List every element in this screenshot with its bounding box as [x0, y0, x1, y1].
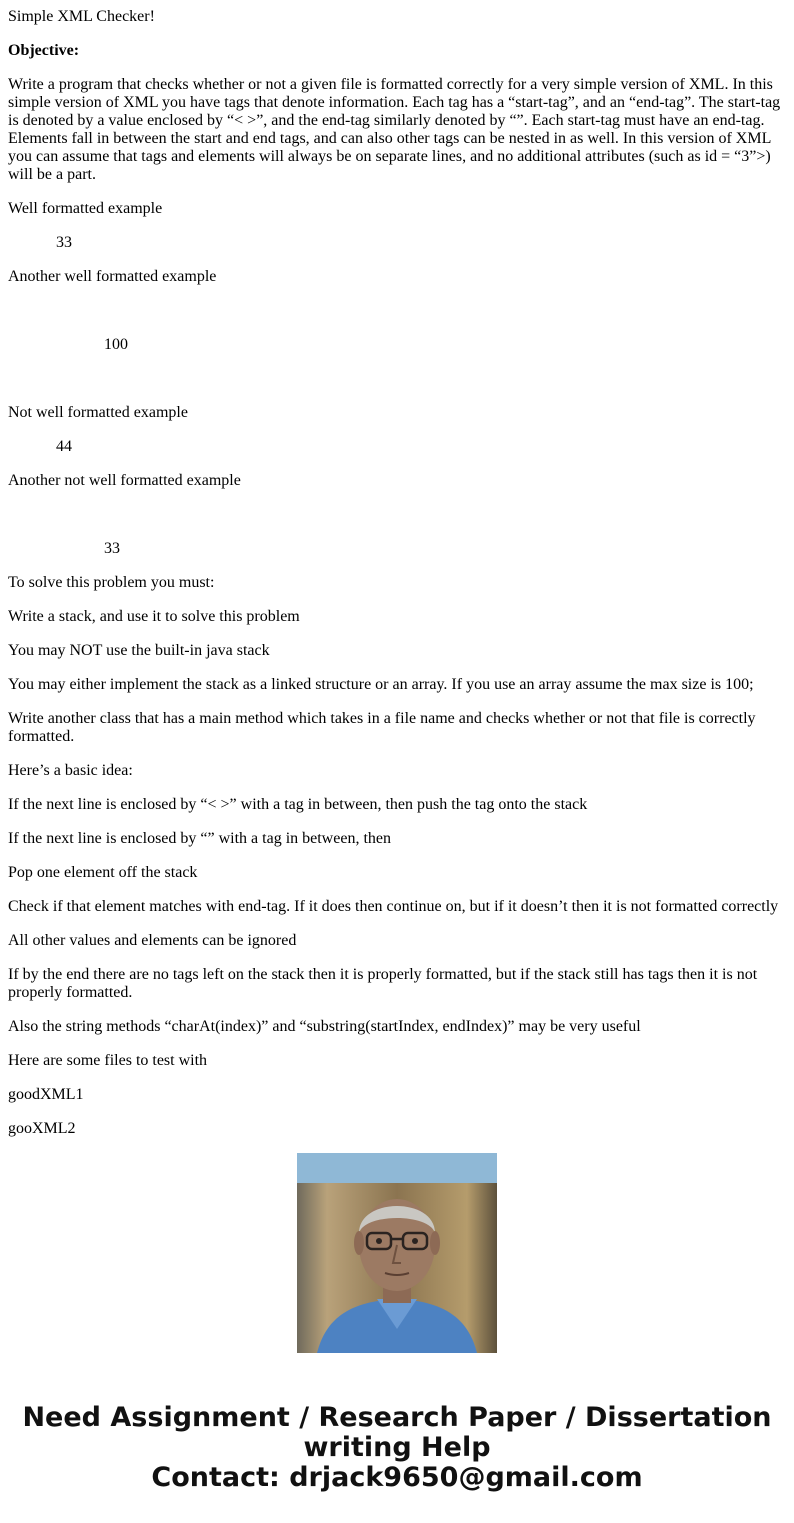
file-link-goodxml1[interactable]: goodXML1 [8, 1086, 84, 1103]
idea-intro: Here’s a basic idea: [8, 762, 133, 779]
idea-item: If the next line is enclosed by “” with a tag in between, then [8, 830, 391, 847]
intro-paragraph: Write a program that checks whether or not a given file is formatted correctly for a very simple version of XML. In this simple version of XML you have tags that denote information. Each tag has a “start-tag”, and an “end-tag”. The start-tag is denoted by a value enclosed by “< >”, and the end-tag similarly denoted by “”. Each start-tag must have an end-tag. Elements fall in between the start and end tags, and can also other tags can be nested in as well. In this version of XML you can assume that tags and elements will always be on separate lines, and no additional attributes (such as id = “3”>) will be a part. [8, 76, 781, 183]
idea-item: Check if that element matches with end-tag. If it does then continue on, but if it doesn’t then it is not formatted correctly [8, 898, 779, 915]
idea-item: If by the end there are no tags left on the stack then it is properly formatted, but if the stack still has tags then it is not properly formatted. [8, 966, 758, 1001]
example-value: 100 [104, 336, 128, 353]
files-intro: Here are some files to test with [8, 1052, 208, 1069]
idea-item: If the next line is enclosed by “< >” with a tag in between, then push the tag onto the stack [8, 796, 588, 813]
example-label: Not well formatted example [8, 404, 188, 421]
document-body [8, 8, 786, 1137]
requirement-item: Write another class that has a main method which takes in a file name and checks whether or not that file is correctly formatted. [8, 710, 756, 745]
idea-item: Pop one element off the stack [8, 864, 198, 881]
page-title: Simple XML Checker! [8, 8, 155, 25]
file-link-cut-off[interactable]: gooXML2 [8, 1120, 76, 1137]
promo-line: Need Assignment / Research Paper / Dissertation [22, 1402, 772, 1433]
author-avatar [297, 1153, 497, 1353]
tip-paragraph: Also the string methods “charAt(index)” and “substring(startIndex, endIndex)” may be very useful [8, 1018, 641, 1035]
example-label: Well formatted example [8, 200, 163, 217]
example-label: Another not well formatted example [8, 472, 241, 489]
objective-heading: Objective: [8, 42, 80, 59]
requirement-item: You may NOT use the built-in java stack [8, 642, 270, 659]
example-label: Another well formatted example [8, 268, 217, 285]
promo-banner [0, 1403, 794, 1493]
example-value: 33 [104, 540, 120, 557]
promo-contact: Contact: drjack9650@gmail.com [151, 1462, 643, 1493]
example-value: 33 [56, 234, 72, 251]
example-value: 44 [56, 438, 72, 455]
promo-line: writing Help [303, 1432, 491, 1463]
author-portrait-image [297, 1153, 497, 1353]
solve-intro: To solve this problem you must: [8, 574, 215, 591]
requirement-item: Write a stack, and use it to solve this problem [8, 608, 300, 625]
requirement-item: You may either implement the stack as a linked structure or an array. If you use an array assume the max size is 100; [8, 676, 754, 693]
idea-item: All other values and elements can be ignored [8, 932, 297, 949]
